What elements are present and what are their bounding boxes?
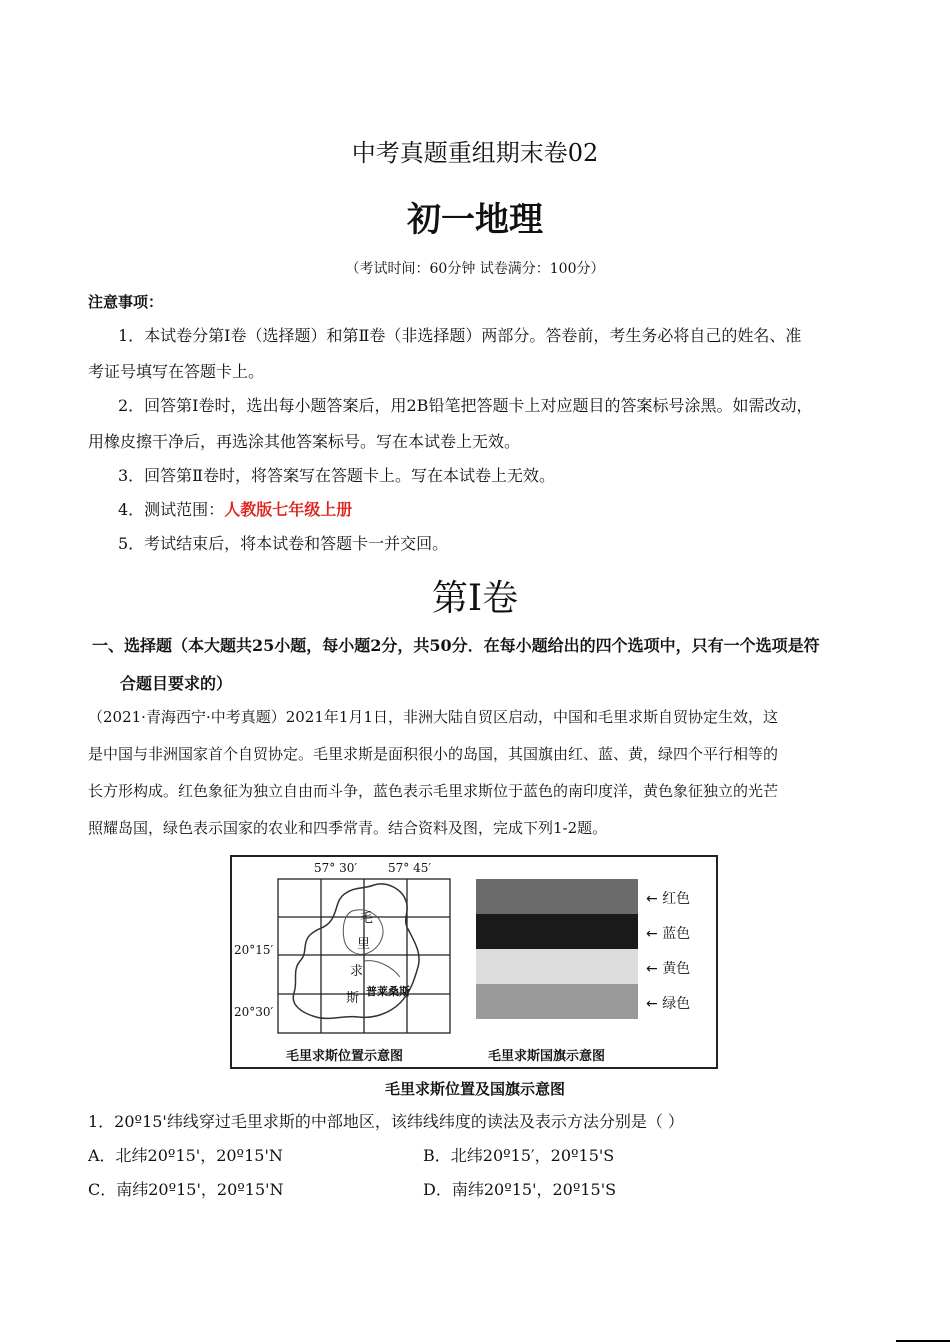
footer-rule — [896, 1340, 950, 1342]
notice-item-1-line-2: 考证号填写在答题卡上。 — [88, 362, 265, 381]
city-label: 普莱桑斯 — [366, 985, 410, 998]
figure-graphic — [232, 857, 716, 1067]
passage-line-3: 长方形构成。红色象征为独立自由而斗争，蓝色表示毛里求斯位于蓝色的南印度洋，黄色象征独立的光芒 — [88, 782, 779, 800]
longitude-label-2: 57° 45′ — [388, 861, 432, 875]
longitude-label-1: 57° 30′ — [314, 861, 358, 875]
flag-band-red — [476, 879, 638, 914]
map-char-1: 毛 — [360, 911, 374, 926]
map-char-4: 斯 — [346, 991, 360, 1006]
test-scope: 人教版七年级上册 — [224, 500, 353, 519]
question-1-option-c: C．南纬20º15'，20º15'N — [88, 1180, 284, 1199]
volume-heading: 第Ⅰ卷 — [431, 578, 519, 619]
figure-frame — [230, 855, 718, 1069]
latitude-label-1: 20°15′ — [234, 943, 274, 957]
notice-item-2-line-1: 2．回答第Ⅰ卷时，选出每小题答案后，用2B铅笔把答题卡上对应题目的答案标号涂黑。如需改动， — [118, 396, 813, 415]
notice-item-3: 3．回答第Ⅱ卷时，将答案写在答题卡上。写在本试卷上无效。 — [118, 466, 556, 485]
band-label-red: ← 红色 — [646, 891, 691, 907]
section-heading-line-1: 一、选择题（本大题共25小题，每小题2分，共50分．在每小题给出的四个选项中，只有一个选项是符 — [92, 636, 820, 655]
band-label-yellow: ← 黄色 — [646, 961, 691, 977]
question-1-option-b: B．北纬20º15′，20º15'S — [423, 1146, 615, 1165]
notice-item-4 — [118, 500, 352, 520]
map-char-3: 求 — [350, 964, 364, 979]
flag-band-blue — [476, 914, 638, 949]
island-river — [364, 961, 400, 977]
band-label-blue: ← 蓝色 — [646, 926, 691, 942]
question-1-stem: 1．20º15'纬线穿过毛里求斯的中部地区，该纬线纬度的读法及表示方法分别是（ ） — [88, 1112, 684, 1131]
flag-band-yellow — [476, 949, 638, 984]
question-1-option-a: A．北纬20º15'，20º15'N — [88, 1146, 283, 1165]
passage-line-1: （2021·青海西宁·中考真题）2021年1月1日，非洲大陆自贸区启动，中国和毛里求斯自贸协定生效，这 — [88, 708, 778, 726]
exam-title: 中考真题重组期末卷02 — [351, 139, 599, 167]
notice-item-2-line-2: 用橡皮擦干净后，再选涂其他答案标号。写在本试卷上无效。 — [88, 432, 521, 451]
band-label-green: ← 绿色 — [646, 996, 691, 1012]
flag-band-green — [476, 984, 638, 1019]
question-1-option-d: D．南纬20º15'，20º15'S — [423, 1180, 617, 1199]
notice-heading: 注意事项： — [88, 293, 164, 311]
figure-caption: 毛里求斯位置及国旗示意图 — [384, 1080, 565, 1098]
section-heading-line-2: 合题目要求的） — [120, 674, 233, 693]
map-caption: 毛里求斯位置示意图 — [286, 1049, 404, 1064]
passage-line-4: 照耀岛国，绿色表示国家的农业和四季常青。结合资料及图，完成下列1-2题。 — [88, 819, 608, 837]
exam-info: （考试时间：60分钟 试卷满分：100分） — [345, 261, 605, 277]
notice-item-4-prefix: 4．测试范围： — [118, 500, 225, 519]
subject-title: 初一地理 — [407, 200, 543, 240]
notice-item-1-line-1: 1．本试卷分第Ⅰ卷（选择题）和第Ⅱ卷（非选择题）两部分。答卷前，考生务必将自己的姓名、准 — [118, 326, 802, 345]
map-char-2: 里 — [357, 937, 371, 952]
latitude-label-2: 20°30′ — [234, 1005, 274, 1019]
passage-line-2: 是中国与非洲国家首个自贸协定。毛里求斯是面积很小的岛国，其国旗由红、蓝、黄，绿四个平行相等的 — [88, 745, 779, 763]
flag-caption: 毛里求斯国旗示意图 — [488, 1049, 606, 1064]
notice-item-5: 5．考试结束后，将本试卷和答题卡一并交回。 — [118, 534, 449, 553]
